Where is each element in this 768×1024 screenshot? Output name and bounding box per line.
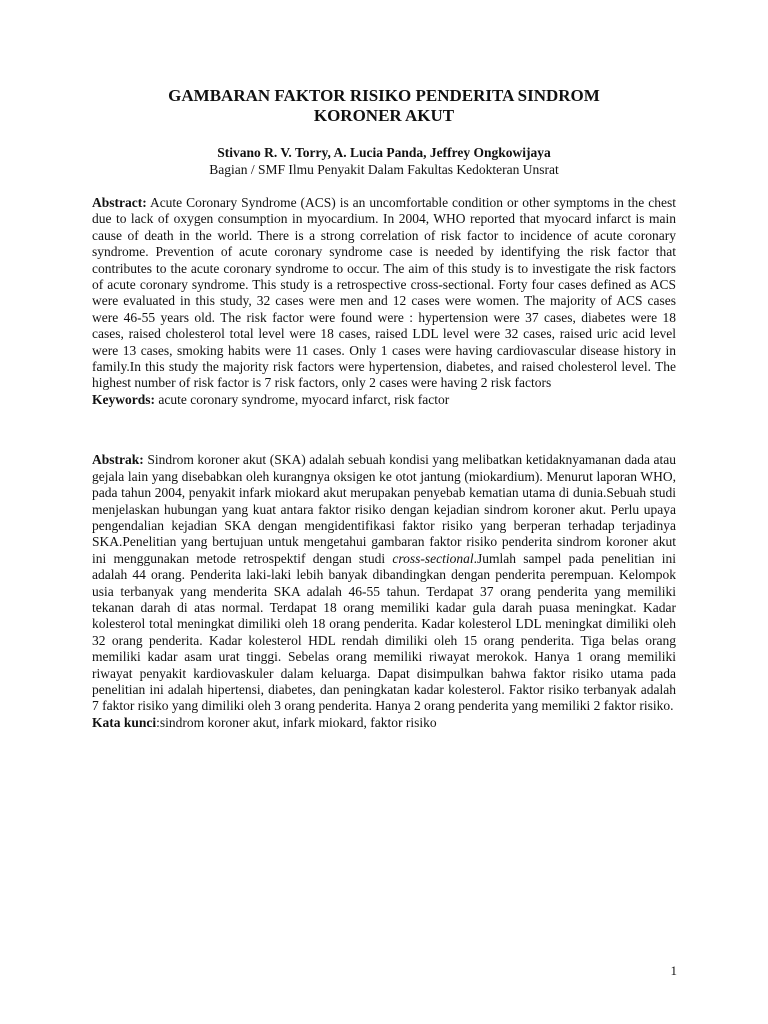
affiliation: Bagian / SMF Ilmu Penyakit Dalam Fakultas Kedokteran Unsrat: [209, 162, 559, 177]
title-line-2: KORONER AKUT: [313, 106, 455, 125]
abstrak-text-part-1: Sindrom koroner akut (SKA) adalah sebuah kondisi yang melibatkan ketidaknyamanan dada atau gejala lain yang disebabkan oleh kurangnya oksigen ke otot jantung (miokardium). Menurut laporan WHO, pada tahun 2004, penyakit infark miokard akut merupakan penyebab kematian utama di dunia.Sebuah studi menjelaskan hubungan yang kuat antara faktor risiko dengan kejadian sindrom koroner akut. Perlu upaya pengendalian kejadian SKA dengan mengidentifikasi faktor risiko yang berperan terhadap terjadinya SKA.Penelitian yang bertujuan untuk mengetahui gambaran faktor risiko penderita sindrom koroner akut ini menggunakan metode retrospektif dengan studi: [92, 452, 676, 566]
paper-title: [92, 86, 676, 126]
keywords-label: Keywords:: [92, 391, 155, 407]
title-line-1: GAMBARAN FAKTOR RISIKO PENDERITA SINDROM: [168, 86, 600, 105]
abstrak-text-part-2: .Jumlah sampel pada penelitian ini adalah 44 orang. Penderita laki-laki lebih banyak dibandingkan dengan penderita perempuan. Kelompok usia terbanyak yang menderita SKA adalah 46-55 tahun. Terdapat 37 orang penderita yang memiliki tekanan darah di atas normal. Terdapat 18 orang memiliki kadar gula darah puasa meningkat. Kadar kolesterol total meningkat dimiliki oleh 18 orang penderita. Kadar kolesterol LDL meningkat dimiliki oleh 32 orang penderita. Kadar kolesterol HDL rendah dimiliki oleh 15 orang penderita. Tiga belas orang memiliki kadar asam urat tinggi. Sebelas orang memiliki riwayat merokok. Hanya 1 orang memiliki riwayat penyakit kardiovaskuler dalam keluarga. Dapat disimpulkan bahwa faktor risiko utama pada penelitian ini adalah hipertensi, diabetes, dan peningkatan kadar kolesterol. Faktor risiko terbanyak adalah 7 faktor risiko yang dimiliki oleh 3 orang penderita. Hanya 2 orang penderita yang memiliki 2 faktor risiko.: [92, 550, 676, 714]
keywords-text: acute coronary syndrome, myocard infarct, risk factor: [155, 391, 450, 407]
paper-page: [92, 86, 676, 731]
kata-kunci-text: :sindrom koroner akut, infark miokard, faktor risiko: [156, 714, 437, 730]
abstract-indonesian: [92, 452, 676, 715]
abstract-label: Abstract:: [92, 195, 147, 210]
page-number: 1: [670, 963, 677, 978]
abstrak-label: Abstrak:: [92, 452, 144, 468]
keywords-indonesian: [92, 715, 676, 731]
abstract-text: Acute Coronary Syndrome (ACS) is an uncomfortable condition or other symptoms in the chest due to lack of oxygen consumption in myocardium. In 2004, WHO reported that myocard infarct is main cause of death in the world. There is a strong correlation of risk factor to incidence of acute coronary syndrome. Prevention of acute coronary syndrome case is needed by identifying the risk factor that contributes to the acute coronary syndrome to occur. The aim of this study is to investigate the risk factors of acute coronary syndrome. This study is a retrospective cross-sectional. Forty four cases defined as ACS were evaluated in this study, 32 cases were men and 12 cases were women. The majority of ACS cases were 46-55 years old. The risk factor were found were : hypertension were 37 cases, diabetes were 18 cases, raised cholesterol total level were 18 cases, raised LDL level were 32 cases, raised uric acid level were 13 cases, smoking habits were 11 cases. Only 1 cases were having cardiovascular disease history in family.In this study the majority risk factors were hypertension, diabetes, and raised cholesterol level. The highest number of risk factor is 7 risk factors, only 2 cases were having 2 risk factors: [92, 195, 676, 391]
keywords-english: [92, 392, 676, 408]
kata-kunci-label: Kata kunci: [92, 714, 157, 730]
abstract-english: [92, 195, 676, 392]
author-list: Stivano R. V. Torry, A. Lucia Panda, Jeffrey Ongkowijaya: [217, 145, 551, 160]
abstrak-italic-term: cross-sectional: [392, 550, 474, 566]
